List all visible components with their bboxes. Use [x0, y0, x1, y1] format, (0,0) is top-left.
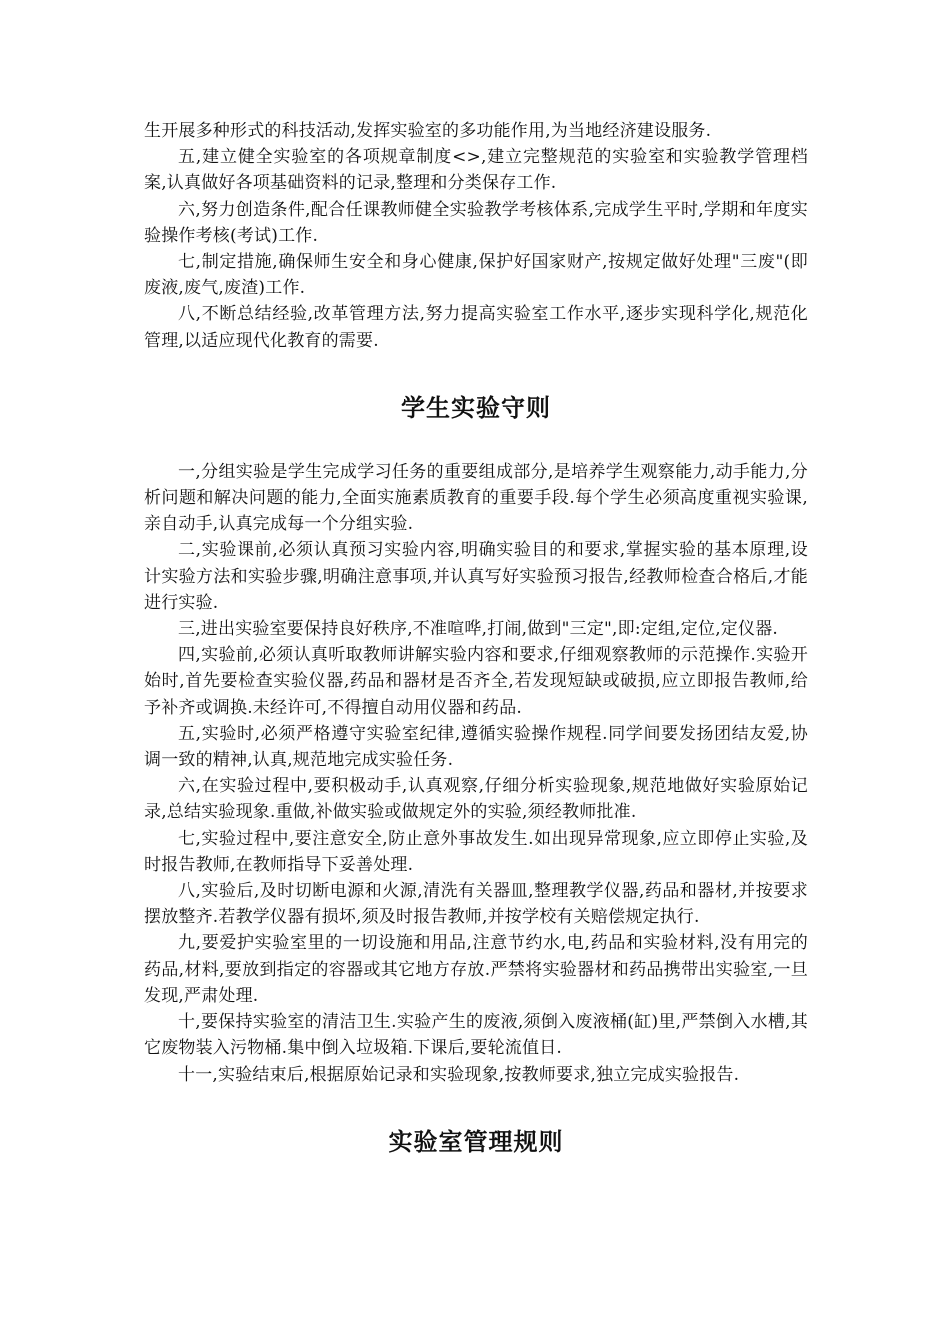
rule-item-11: 十一,实验结束后,根据原始记录和实验现象,按教师要求,独立完成实验报告. — [178, 1064, 740, 1085]
section-student-experiment-rules — [144, 459, 808, 1088]
rule-item-8: 八,实验后,及时切断电源和火源,清洗有关器皿,整理教学仪器,药品和器材,并按要求摆放整齐.若教学仪器有损坏,须及时报告教师,并按学校有关赔偿规定执行. — [144, 881, 808, 928]
document-page — [144, 118, 808, 1157]
rule-item-1: 一,分组实验是学生完成学习任务的重要组成部分,是培养学生观察能力,动手能力,分析问题和解决问题的能力,全面实施素质教育的重要手段.每个学生必须高度重视实验课,亲自动手,认真完成每一个分组实验. — [144, 461, 808, 535]
paragraph-item-8: 八,不断总结经验,改革管理方法,努力提高实验室工作水平,逐步实现科学化,规范化管理,以适应现代化教育的需要. — [144, 304, 808, 351]
rule-item-3: 三,进出实验室要保持良好秩序,不准喧哗,打闹,做到"三定",即:定组,定位,定仪器. — [178, 619, 778, 640]
paragraph-item-5: 五,建立健全实验室的各项规章制度<>,建立完整规范的实验室和实验教学管理档案,认真做好各项基础资料的记录,整理和分类保存工作. — [144, 147, 808, 194]
rule-item-5: 五,实验时,必须严格遵守实验室纪律,遵循实验操作规程.同学间要发扬团结友爱,协调一致的精神,认真,规范地完成实验任务. — [144, 723, 808, 771]
rule-item-9: 九,要爱护实验室里的一切设施和用品,注意节约水,电,药品和实验材料,没有用完的药品,材料,要放到指定的容器或其它地方存放.严禁将实验器材和药品携带出实验室,一旦发现,严肃处理. — [144, 933, 808, 1006]
rule-item-6: 六,在实验过程中,要积极动手,认真观察,仔细分析实验现象,规范地做好实验原始记录,总结实验现象.重做,补做实验或做规定外的实验,须经教师批准. — [144, 776, 808, 823]
rule-item-7: 七,实验过程中,要注意安全,防止意外事故发生.如出现异常现象,应立即停止实验,及时报告教师,在教师指导下妥善处理. — [144, 828, 808, 875]
heading-student-experiment-rules: 学生实验守则 — [401, 393, 551, 422]
rule-item-2: 二,实验课前,必须认真预习实验内容,明确实验目的和要求,掌握实验的基本原理,设计实验方法和实验步骤,明确注意事项,并认真写好实验预习报告,经教师检查合格后,才能进行实验. — [144, 540, 808, 613]
section-lab-duties-continued — [144, 118, 808, 354]
rule-item-10: 十,要保持实验室的清洁卫生.实验产生的废液,须倒入废液桶(缸)里,严禁倒入水槽,其它废物装入污物桶.集中倒入垃圾箱.下课后,要轮流值日. — [144, 1012, 808, 1059]
rule-item-4: 四,实验前,必须认真听取教师讲解实验内容和要求,仔细观察教师的示范操作.实验开始时,首先要检查实验仪器,药品和器材是否齐全,若发现短缺或破损,应立即报告教师,给予补齐或调换.未经许可,不得擅自动用仪器和药品. — [144, 645, 808, 718]
paragraph-item-6: 六,努力创造条件,配合任课教师健全实验教学考核体系,完成学生平时,学期和年度实验操作考核(考试)工作. — [144, 199, 808, 246]
heading-lab-management-rules: 实验室管理规则 — [388, 1127, 564, 1156]
paragraph-continued: 生开展多种形式的科技活动,发挥实验室的多功能作用,为当地经济建设服务. — [144, 121, 712, 141]
paragraph-item-7: 七,制定措施,确保师生安全和身心健康,保护好国家财产,按规定做好处理"三废"(即废液,废气,废渣)工作. — [144, 252, 808, 299]
